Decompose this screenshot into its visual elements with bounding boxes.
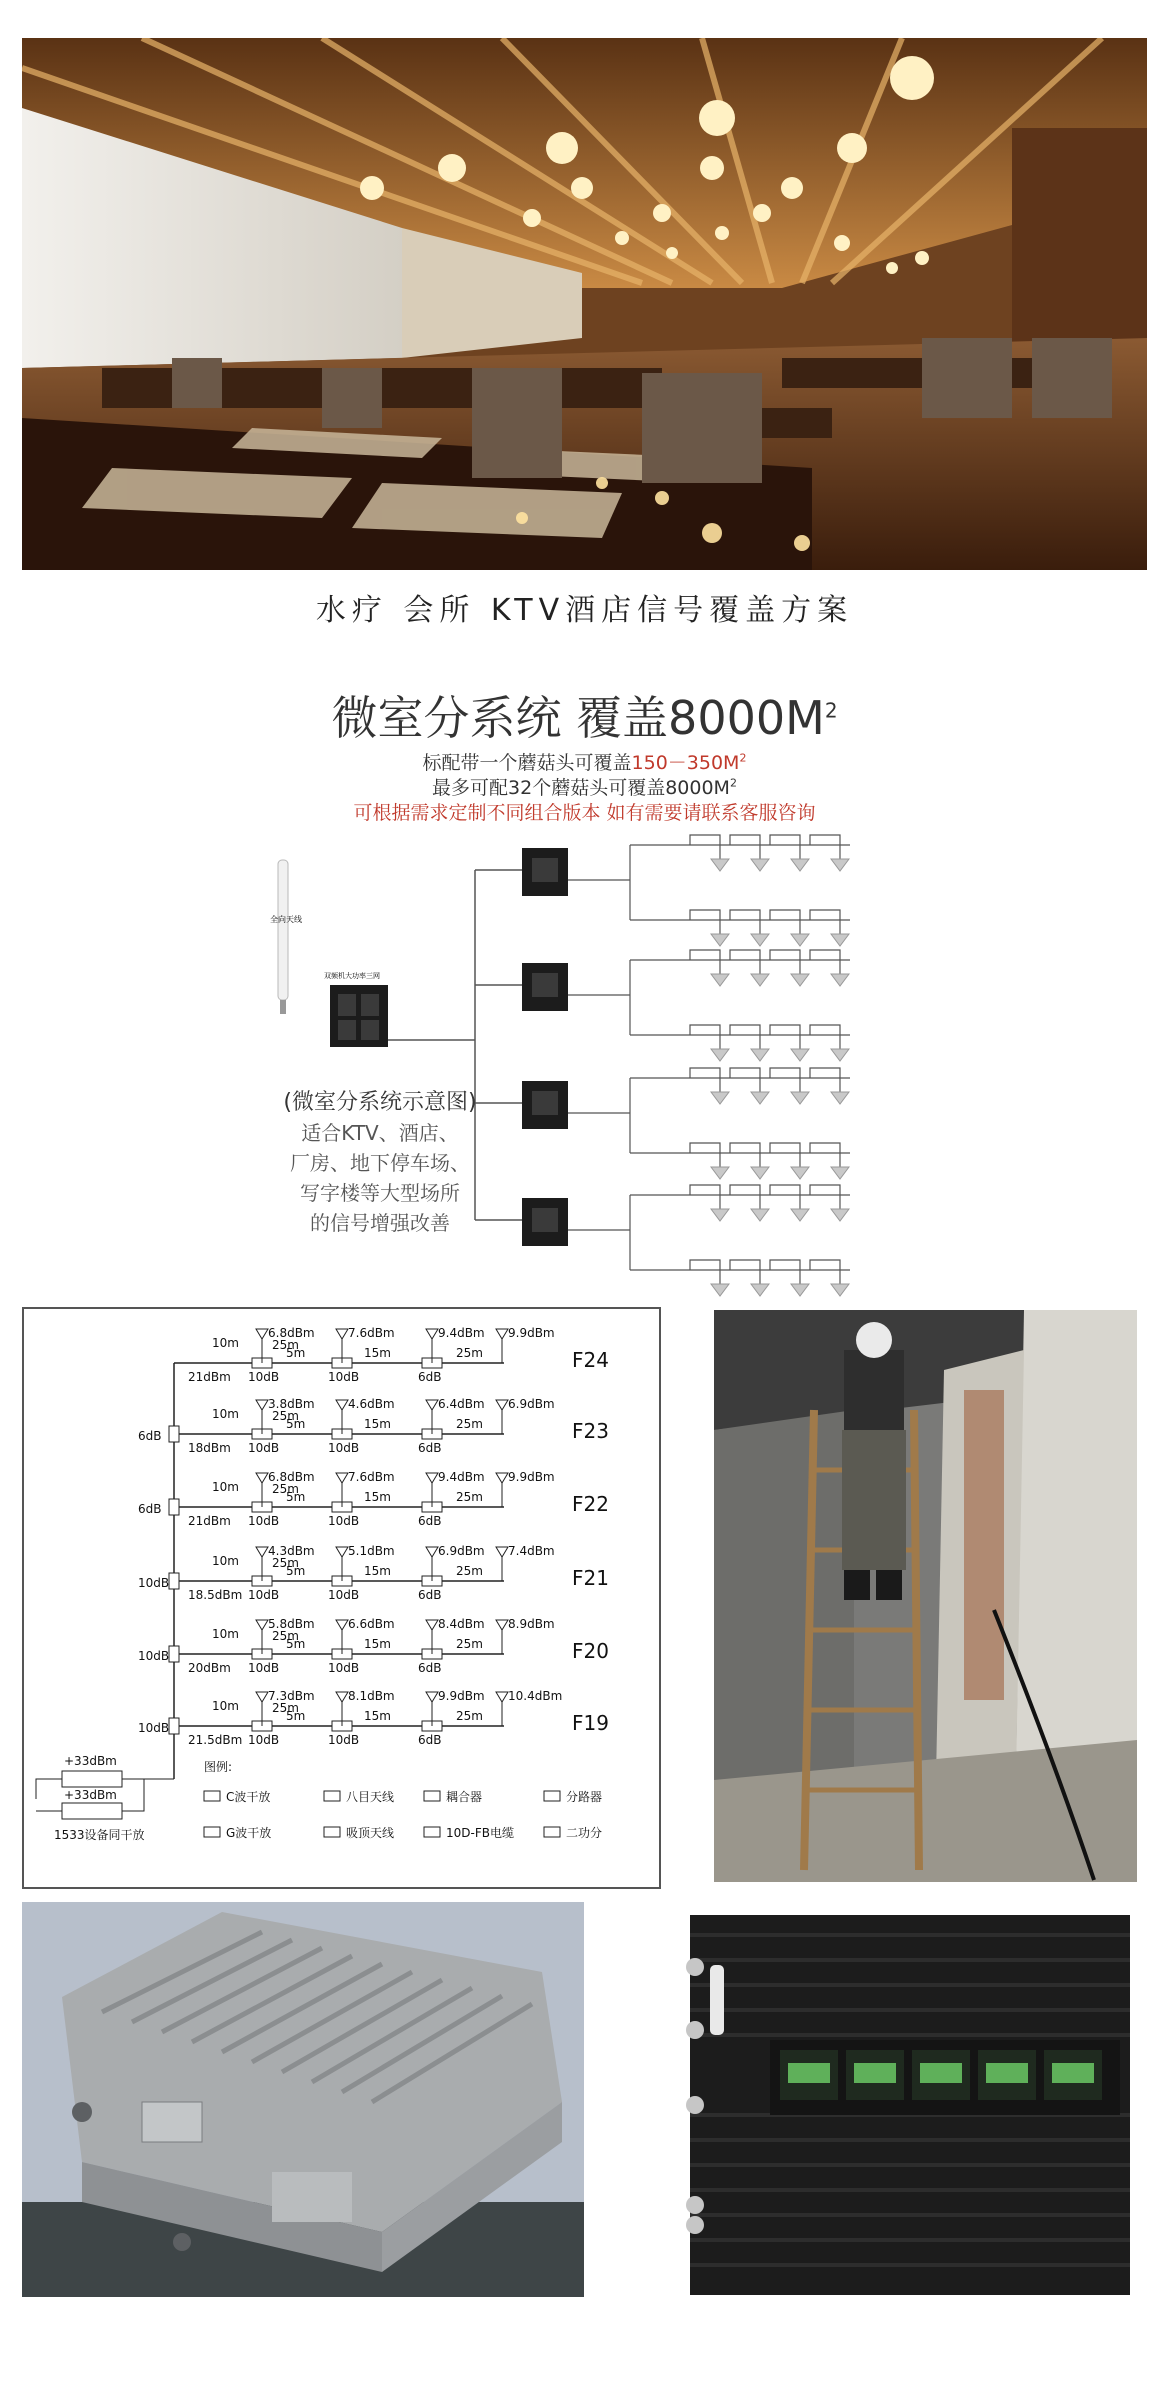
ceiling-antenna-icon (426, 1620, 438, 1630)
legend-item: 10D-FB电缆 (446, 1826, 514, 1840)
feeder (810, 1025, 840, 1049)
antenna-power: 7.6dBm (348, 1326, 395, 1340)
subtitle-line-1 (0, 748, 1169, 775)
floor-row (138, 1617, 609, 1675)
feeder (730, 835, 760, 859)
restaurant-photo (22, 38, 1147, 570)
antenna-power: 10.4dBm (508, 1689, 563, 1703)
feeder (690, 1143, 720, 1167)
coupler-loss: 6dB (418, 1441, 442, 1455)
split-loss: 10dB (138, 1721, 170, 1735)
amp-power-1: +33dBm (64, 1754, 117, 1768)
amplifier-block (36, 1754, 174, 1842)
branch-trunk (568, 1078, 630, 1153)
ceiling-antenna-icon (336, 1329, 348, 1339)
segment-length: 15m (364, 1346, 391, 1360)
ceiling-antenna-icon (711, 1092, 729, 1104)
ceiling-antenna-icon (256, 1473, 268, 1483)
antenna-power: 4.3dBm (268, 1544, 315, 1558)
feeder (690, 1068, 720, 1092)
ceiling-antenna-icon (831, 859, 849, 871)
coupler-loss: 6dB (418, 1733, 442, 1747)
branch-trunk (568, 960, 630, 1035)
repeater-unit (522, 1081, 568, 1129)
branch-cables (568, 1068, 850, 1167)
coupler-loss: 10dB (328, 1733, 360, 1747)
feeder (810, 1143, 840, 1167)
coupler-loss: 10dB (248, 1370, 280, 1384)
antenna-power: 9.9dBm (438, 1689, 485, 1703)
ceiling-antenna-icon (256, 1547, 268, 1557)
ceiling-antenna-icon (711, 1167, 729, 1179)
ceiling-antenna-icon (751, 974, 769, 986)
segment-length: 10m (212, 1480, 239, 1494)
floor-input-power: 18.5dBm (188, 1588, 243, 1602)
ceiling-antenna-icon (256, 1692, 268, 1702)
floor-row (138, 1544, 609, 1602)
ceiling-antenna-icon (496, 1473, 508, 1483)
coupler-loss: 10dB (248, 1661, 280, 1675)
segment-length: 25m (272, 1629, 299, 1643)
floor-label: F22 (572, 1492, 609, 1516)
ceiling-antenna-icon (791, 974, 809, 986)
branch-cables (568, 835, 850, 934)
splitter-icon (169, 1426, 179, 1442)
subtitle-line-2-sup: 2 (729, 776, 737, 790)
legend-swatch (204, 1791, 220, 1801)
legend-swatch (424, 1791, 440, 1801)
antenna-power: 7.4dBm (508, 1544, 555, 1558)
segment-length: 15m (364, 1709, 391, 1723)
floor-label: F20 (572, 1639, 609, 1663)
ceiling-antenna-icon (831, 974, 849, 986)
segment-length: 5m (286, 1417, 306, 1431)
branch-cables (568, 950, 850, 1049)
floor-input-power: 20dBm (188, 1661, 231, 1675)
legend-swatch (324, 1827, 340, 1837)
amp-box (62, 1803, 122, 1819)
desc-line-4: 的信号增强改善 (310, 1211, 450, 1235)
ceiling-antenna-icon (751, 1284, 769, 1296)
feeder (770, 910, 800, 934)
installation-photo (714, 1310, 1137, 1882)
repeater-unit (522, 963, 568, 1011)
split-loss: 10dB (138, 1576, 170, 1590)
feeder (730, 1025, 760, 1049)
segment-length: 25m (272, 1338, 299, 1352)
repeater-panel (532, 1091, 558, 1115)
repeater-panel (532, 973, 558, 997)
feeder (810, 1068, 840, 1092)
ceiling-antenna-icon (711, 1284, 729, 1296)
ceiling-antenna-icon (496, 1547, 508, 1557)
legend-swatch (544, 1827, 560, 1837)
feeder (810, 835, 840, 859)
ceiling-antenna-icon (496, 1620, 508, 1630)
ceiling-antenna-icon (256, 1620, 268, 1630)
floor-row (174, 1326, 609, 1384)
omni-antenna (278, 860, 288, 1014)
antenna-power: 8.1dBm (348, 1689, 395, 1703)
ceiling-antenna-icon (831, 1049, 849, 1061)
ceiling-antenna-icon (791, 934, 809, 946)
legend-item: 二功分 (566, 1826, 603, 1840)
ceiling-antenna-icon (426, 1547, 438, 1557)
segment-length: 15m (364, 1490, 391, 1504)
desc-line-2: 厂房、地下停车场、 (290, 1151, 470, 1175)
ceiling-antenna-icon (791, 1092, 809, 1104)
split-loss: 6dB (138, 1429, 162, 1443)
segment-length: 25m (272, 1701, 299, 1715)
legend-swatch (324, 1791, 340, 1801)
desc-line-1: 适合KTV、酒店、 (301, 1121, 459, 1145)
ceiling-antenna-icon (426, 1329, 438, 1339)
branch-cables (568, 1185, 850, 1284)
legend-item: C波干放 (226, 1790, 271, 1804)
ceiling-antenna-icon (336, 1547, 348, 1557)
floor-label: F19 (572, 1711, 609, 1735)
ceiling-antenna-icon (791, 1049, 809, 1061)
splitter-icon (169, 1718, 179, 1734)
segment-length: 10m (212, 1627, 239, 1641)
segment-length: 5m (286, 1564, 306, 1578)
source-label: 1533设备同干放 (54, 1828, 145, 1842)
coupler-loss: 10dB (248, 1588, 280, 1602)
subtitle-line-2-text: 最多可配32个蘑菇头可覆盖8000M (432, 777, 730, 799)
segment-length: 10m (212, 1554, 239, 1568)
ceiling-antenna-icon (751, 1092, 769, 1104)
ceiling-antenna-icon (831, 1167, 849, 1179)
ceiling-antenna-icon (336, 1692, 348, 1702)
feeder (770, 950, 800, 974)
legend-swatch (544, 1791, 560, 1801)
antenna-power: 6.6dBm (348, 1617, 395, 1631)
feeder (730, 1068, 760, 1092)
ceiling-antenna-icon (751, 934, 769, 946)
feeder (810, 1260, 840, 1284)
coupler-loss: 6dB (418, 1661, 442, 1675)
ceiling-antenna-icon (711, 1209, 729, 1221)
feeder (810, 910, 840, 934)
segment-length: 5m (286, 1346, 306, 1360)
amp-box (62, 1771, 122, 1787)
segment-length: 5m (286, 1637, 306, 1651)
title-sup: 2 (824, 698, 838, 723)
ceiling-antenna-icon (711, 859, 729, 871)
antenna-power: 4.6dBm (348, 1397, 395, 1411)
ceiling-antenna-icon (256, 1400, 268, 1410)
segment-length: 25m (456, 1417, 483, 1431)
antenna-power: 9.4dBm (438, 1470, 485, 1484)
splitter-icon (169, 1573, 179, 1589)
segment-length: 25m (272, 1409, 299, 1423)
feeder (730, 1260, 760, 1284)
split-loss: 6dB (138, 1502, 162, 1516)
coupler-loss: 10dB (248, 1733, 280, 1747)
ceiling-antenna-icon (256, 1329, 268, 1339)
floor-input-power: 21dBm (188, 1514, 231, 1528)
legend-item: G波干放 (226, 1826, 272, 1840)
legend-swatch (204, 1827, 220, 1837)
ceiling-antenna-icon (426, 1473, 438, 1483)
diagram-description (270, 1118, 490, 1238)
feeder (730, 910, 760, 934)
ceiling-antenna-icon (831, 934, 849, 946)
segment-length: 15m (364, 1417, 391, 1431)
antenna-power: 9.9dBm (508, 1470, 555, 1484)
ceiling-antenna-icon (791, 1167, 809, 1179)
page-title (0, 682, 1169, 748)
coupler-loss: 10dB (248, 1441, 280, 1455)
repeater-panel (532, 858, 558, 882)
floor-row (138, 1470, 609, 1528)
repeater-panel (532, 1208, 558, 1232)
branch-trunk (568, 845, 630, 920)
ceiling-antenna-icon (831, 1284, 849, 1296)
floor-input-power: 21.5dBm (188, 1733, 243, 1747)
section-caption: 水疗 会所 KTV酒店信号覆盖方案 (315, 593, 854, 628)
feeder (770, 1068, 800, 1092)
multiband-repeater-photo (650, 1915, 1150, 2295)
ceiling-antenna-icon (791, 1284, 809, 1296)
coupler-loss: 10dB (328, 1370, 360, 1384)
repeater-unit (522, 848, 568, 896)
ceiling-antenna-icon (751, 1049, 769, 1061)
antenna-label: 全向天线 (270, 915, 302, 924)
feeder (690, 950, 720, 974)
antenna-power: 7.6dBm (348, 1470, 395, 1484)
ceiling-antenna-icon (496, 1400, 508, 1410)
coupler-loss: 6dB (418, 1588, 442, 1602)
segment-length: 25m (456, 1346, 483, 1360)
main-amplifier-unit (330, 985, 388, 1047)
subtitle-line-1-sup: 2 (739, 751, 747, 765)
antenna-power: 9.4dBm (438, 1326, 485, 1340)
segment-length: 10m (212, 1699, 239, 1713)
segment-length: 25m (456, 1490, 483, 1504)
feeder (810, 1185, 840, 1209)
legend-item: 吸顶天线 (346, 1826, 395, 1840)
ceiling-antenna-icon (751, 1167, 769, 1179)
antenna-power: 9.9dBm (508, 1326, 555, 1340)
feeder (690, 910, 720, 934)
subtitle-line-1-prefix: 标配带一个蘑菇头可覆盖 (422, 752, 632, 774)
splitter-icon (169, 1499, 179, 1515)
antenna-power: 7.3dBm (268, 1689, 315, 1703)
feeder (770, 1260, 800, 1284)
segment-length: 15m (364, 1637, 391, 1651)
legend-title: 图例: (204, 1760, 233, 1774)
subtitle-line-2 (0, 773, 1169, 800)
repeater-unit (522, 1198, 568, 1246)
repeater-groups (522, 835, 850, 1296)
feeder (690, 1025, 720, 1049)
legend-item: 耦合器 (446, 1790, 483, 1804)
ceiling-antenna-icon (751, 1209, 769, 1221)
legend-item: 八目天线 (346, 1790, 395, 1804)
feeder (810, 950, 840, 974)
split-loss: 10dB (138, 1649, 170, 1663)
coupler-loss: 10dB (328, 1441, 360, 1455)
feeder (690, 835, 720, 859)
segment-length: 25m (456, 1709, 483, 1723)
feeder (730, 1185, 760, 1209)
splitter-icon (169, 1646, 179, 1662)
ceiling-antenna-icon (336, 1473, 348, 1483)
feeder (770, 835, 800, 859)
legend-swatch (424, 1827, 440, 1837)
legend (204, 1759, 602, 1840)
antenna-power: 8.9dBm (508, 1617, 555, 1631)
floor-row (138, 1397, 609, 1455)
feeder (730, 1143, 760, 1167)
antenna-power: 6.8dBm (268, 1326, 315, 1340)
floor-input-power: 21dBm (188, 1370, 231, 1384)
rf-schematic-svg (24, 1309, 659, 1887)
antenna-power: 5.1dBm (348, 1544, 395, 1558)
floor-label: F24 (572, 1348, 609, 1372)
coupler-loss: 10dB (328, 1588, 360, 1602)
branch-trunk (568, 1195, 630, 1270)
floor-row (138, 1689, 609, 1747)
segment-length: 25m (272, 1556, 299, 1570)
segment-length: 25m (456, 1637, 483, 1651)
legend-item: 分路器 (566, 1790, 603, 1804)
coupler-loss: 10dB (328, 1661, 360, 1675)
coupler-loss: 10dB (248, 1514, 280, 1528)
floor-input-power: 18dBm (188, 1441, 231, 1455)
segment-length: 10m (212, 1407, 239, 1421)
ceiling-antenna-icon (791, 1209, 809, 1221)
segment-length: 10m (212, 1336, 239, 1350)
antenna-power: 3.8dBm (268, 1397, 315, 1411)
ceiling-antenna-icon (831, 1092, 849, 1104)
segment-length: 25m (456, 1564, 483, 1578)
ceiling-antenna-icon (336, 1620, 348, 1630)
subtitle-line-1-red: 150－350M (631, 752, 740, 774)
floor-label: F23 (572, 1419, 609, 1443)
outdoor-amplifier-photo (22, 1902, 584, 2297)
coupler-loss: 6dB (418, 1514, 442, 1528)
ceiling-antenna-icon (426, 1400, 438, 1410)
feeder (690, 1185, 720, 1209)
antenna-power: 6.9dBm (508, 1397, 555, 1411)
antenna-power: 6.8dBm (268, 1470, 315, 1484)
ceiling-antenna-icon (831, 1209, 849, 1221)
feeder (770, 1025, 800, 1049)
segment-length: 5m (286, 1709, 306, 1723)
ceiling-antenna-icon (426, 1692, 438, 1702)
feeder (730, 950, 760, 974)
coupler-loss: 6dB (418, 1370, 442, 1384)
floor-label: F21 (572, 1566, 609, 1590)
antenna-power: 8.4dBm (438, 1617, 485, 1631)
ceiling-antenna-icon (711, 934, 729, 946)
antenna-power: 6.4dBm (438, 1397, 485, 1411)
device-label: 双频机大功率三网 (324, 972, 380, 980)
amp-power-2: +33dBm (64, 1788, 117, 1802)
segment-length: 25m (272, 1482, 299, 1496)
title-text: 微室分系统 覆盖8000M (331, 691, 825, 745)
ceiling-antenna-icon (496, 1329, 508, 1339)
diagram-caption: (微室分系统示意图) (283, 1090, 477, 1115)
feeder (690, 1260, 720, 1284)
antenna-power: 5.8dBm (268, 1617, 315, 1631)
subtitle-line-3: 可根据需求定制不同组合版本 如有需要请联系客服咨询 (353, 802, 816, 824)
ceiling-antenna-icon (336, 1400, 348, 1410)
ceiling-antenna-icon (711, 974, 729, 986)
floor-rf-schematic (22, 1307, 661, 1889)
coupler-loss: 10dB (328, 1514, 360, 1528)
antenna-power: 6.9dBm (438, 1544, 485, 1558)
desc-line-3: 写字楼等大型场所 (300, 1181, 460, 1205)
feeder (770, 1143, 800, 1167)
ceiling-antenna-icon (791, 859, 809, 871)
feeder (770, 1185, 800, 1209)
ceiling-antenna-icon (496, 1692, 508, 1702)
ceiling-antenna-icon (751, 859, 769, 871)
segment-length: 5m (286, 1490, 306, 1504)
ceiling-antenna-icon (711, 1049, 729, 1061)
segment-length: 15m (364, 1564, 391, 1578)
